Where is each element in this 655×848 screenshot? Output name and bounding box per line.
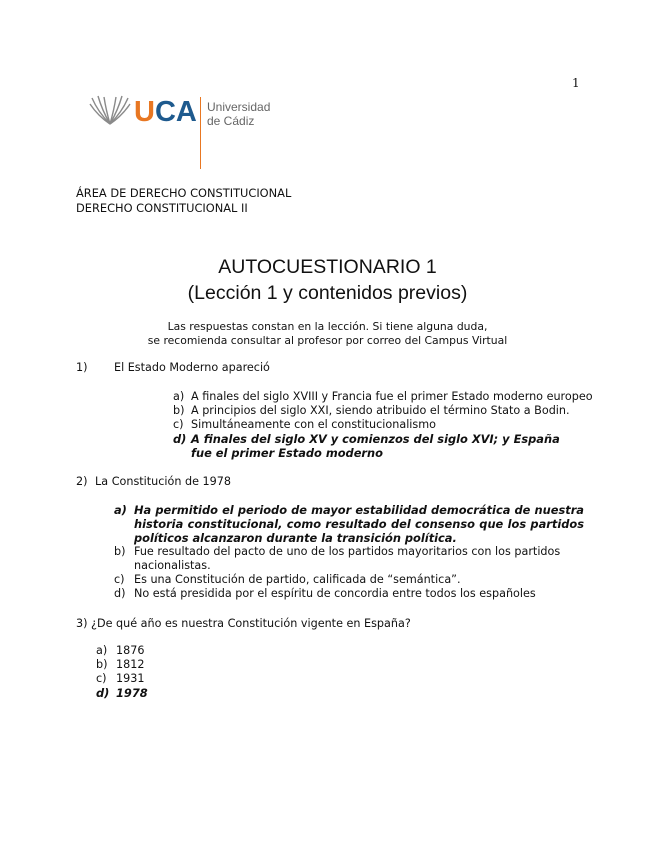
option-text: 1978 [116, 686, 148, 700]
university-line2: de Cádiz [207, 113, 255, 128]
option-label: a) [114, 503, 127, 517]
option-row [114, 545, 584, 573]
uca-emblem-icon [88, 94, 132, 128]
option-row [114, 587, 584, 601]
question-2 [76, 475, 231, 489]
option-row [173, 390, 593, 404]
option-label: b) [114, 545, 126, 558]
option-row-correct [96, 686, 296, 700]
department-header [76, 186, 291, 215]
option-text: Es una Constitución de partido, calificada de “semántica”. [134, 573, 461, 586]
option-text: 1812 [116, 658, 145, 671]
option-row [96, 658, 296, 672]
option-row-correct [114, 503, 584, 545]
option-row [173, 404, 593, 418]
question-2-text: La Constitución de 1978 [95, 475, 232, 488]
university-name [207, 101, 270, 128]
question-3-options [96, 644, 296, 700]
question-number: 1) [76, 361, 88, 374]
option-label: b) [173, 404, 185, 417]
option-row [114, 573, 584, 587]
option-text: 1876 [116, 644, 145, 657]
page-subtitle: (Lección 1 y contenidos previos) [187, 282, 468, 304]
question-number: 3) [76, 617, 88, 630]
note-line2: se recomienda consultar al profesor por correo del Campus Virtual [147, 334, 508, 347]
area-title: ÁREA DE DERECHO CONSTITUCIONAL [76, 186, 292, 200]
question-2-options [114, 503, 584, 601]
option-text: Fue resultado del pacto de uno de los partidos mayoritarios con los partidos nacionalistas. [134, 545, 561, 572]
option-text: A finales del siglo XV y comienzos del siglo XVI; y España fue el primer Estado moderno [191, 432, 560, 460]
option-label: a) [96, 644, 108, 657]
option-text: A finales del siglo XVIII y Francia fue el primer Estado moderno europeo [191, 390, 593, 403]
option-text: 1931 [116, 672, 145, 685]
subject-title: DERECHO CONSTITUCIONAL II [76, 200, 248, 215]
instructions-note [0, 320, 655, 348]
university-line1: Universidad [207, 100, 271, 114]
option-text: Simultáneamente con el constitucionalismo [191, 418, 436, 431]
option-text: No está presidida por el espíritu de concordia entre todos los españoles [134, 587, 536, 600]
question-3-text: ¿De qué año es nuestra Constitución vigente en España? [91, 617, 411, 630]
uca-logo: UCA [134, 96, 197, 128]
option-label: c) [96, 672, 107, 685]
question-number: 2) [76, 475, 88, 488]
question-1-options [173, 390, 593, 460]
option-text: Ha permitido el periodo de mayor estabilidad democrática de nuestra historia constitucional, como resultado del consenso que los partidos políticos alcanzaron durante la transición política. [134, 503, 584, 545]
option-row-correct [173, 432, 593, 460]
option-label: c) [114, 573, 125, 586]
option-row [96, 672, 296, 686]
option-label: b) [96, 658, 108, 671]
logo-divider [200, 97, 201, 169]
page-number: 1 [572, 76, 580, 90]
question-1 [76, 361, 87, 375]
option-label: d) [96, 686, 110, 700]
option-row [96, 644, 296, 658]
option-text: A principios del siglo XXI, siendo atribuido el término Stato a Bodin. [191, 404, 570, 417]
note-line1: Las respuestas constan en la lección. Si tiene alguna duda, [167, 320, 488, 333]
option-label: a) [173, 390, 185, 403]
option-label: d) [173, 432, 187, 446]
option-row [173, 418, 593, 432]
question-1-text: El Estado Moderno apareció [114, 361, 270, 374]
option-label: d) [114, 587, 126, 600]
page-title: AUTOCUESTIONARIO 1 [218, 256, 437, 278]
option-label: c) [173, 418, 184, 431]
question-3 [76, 617, 411, 631]
